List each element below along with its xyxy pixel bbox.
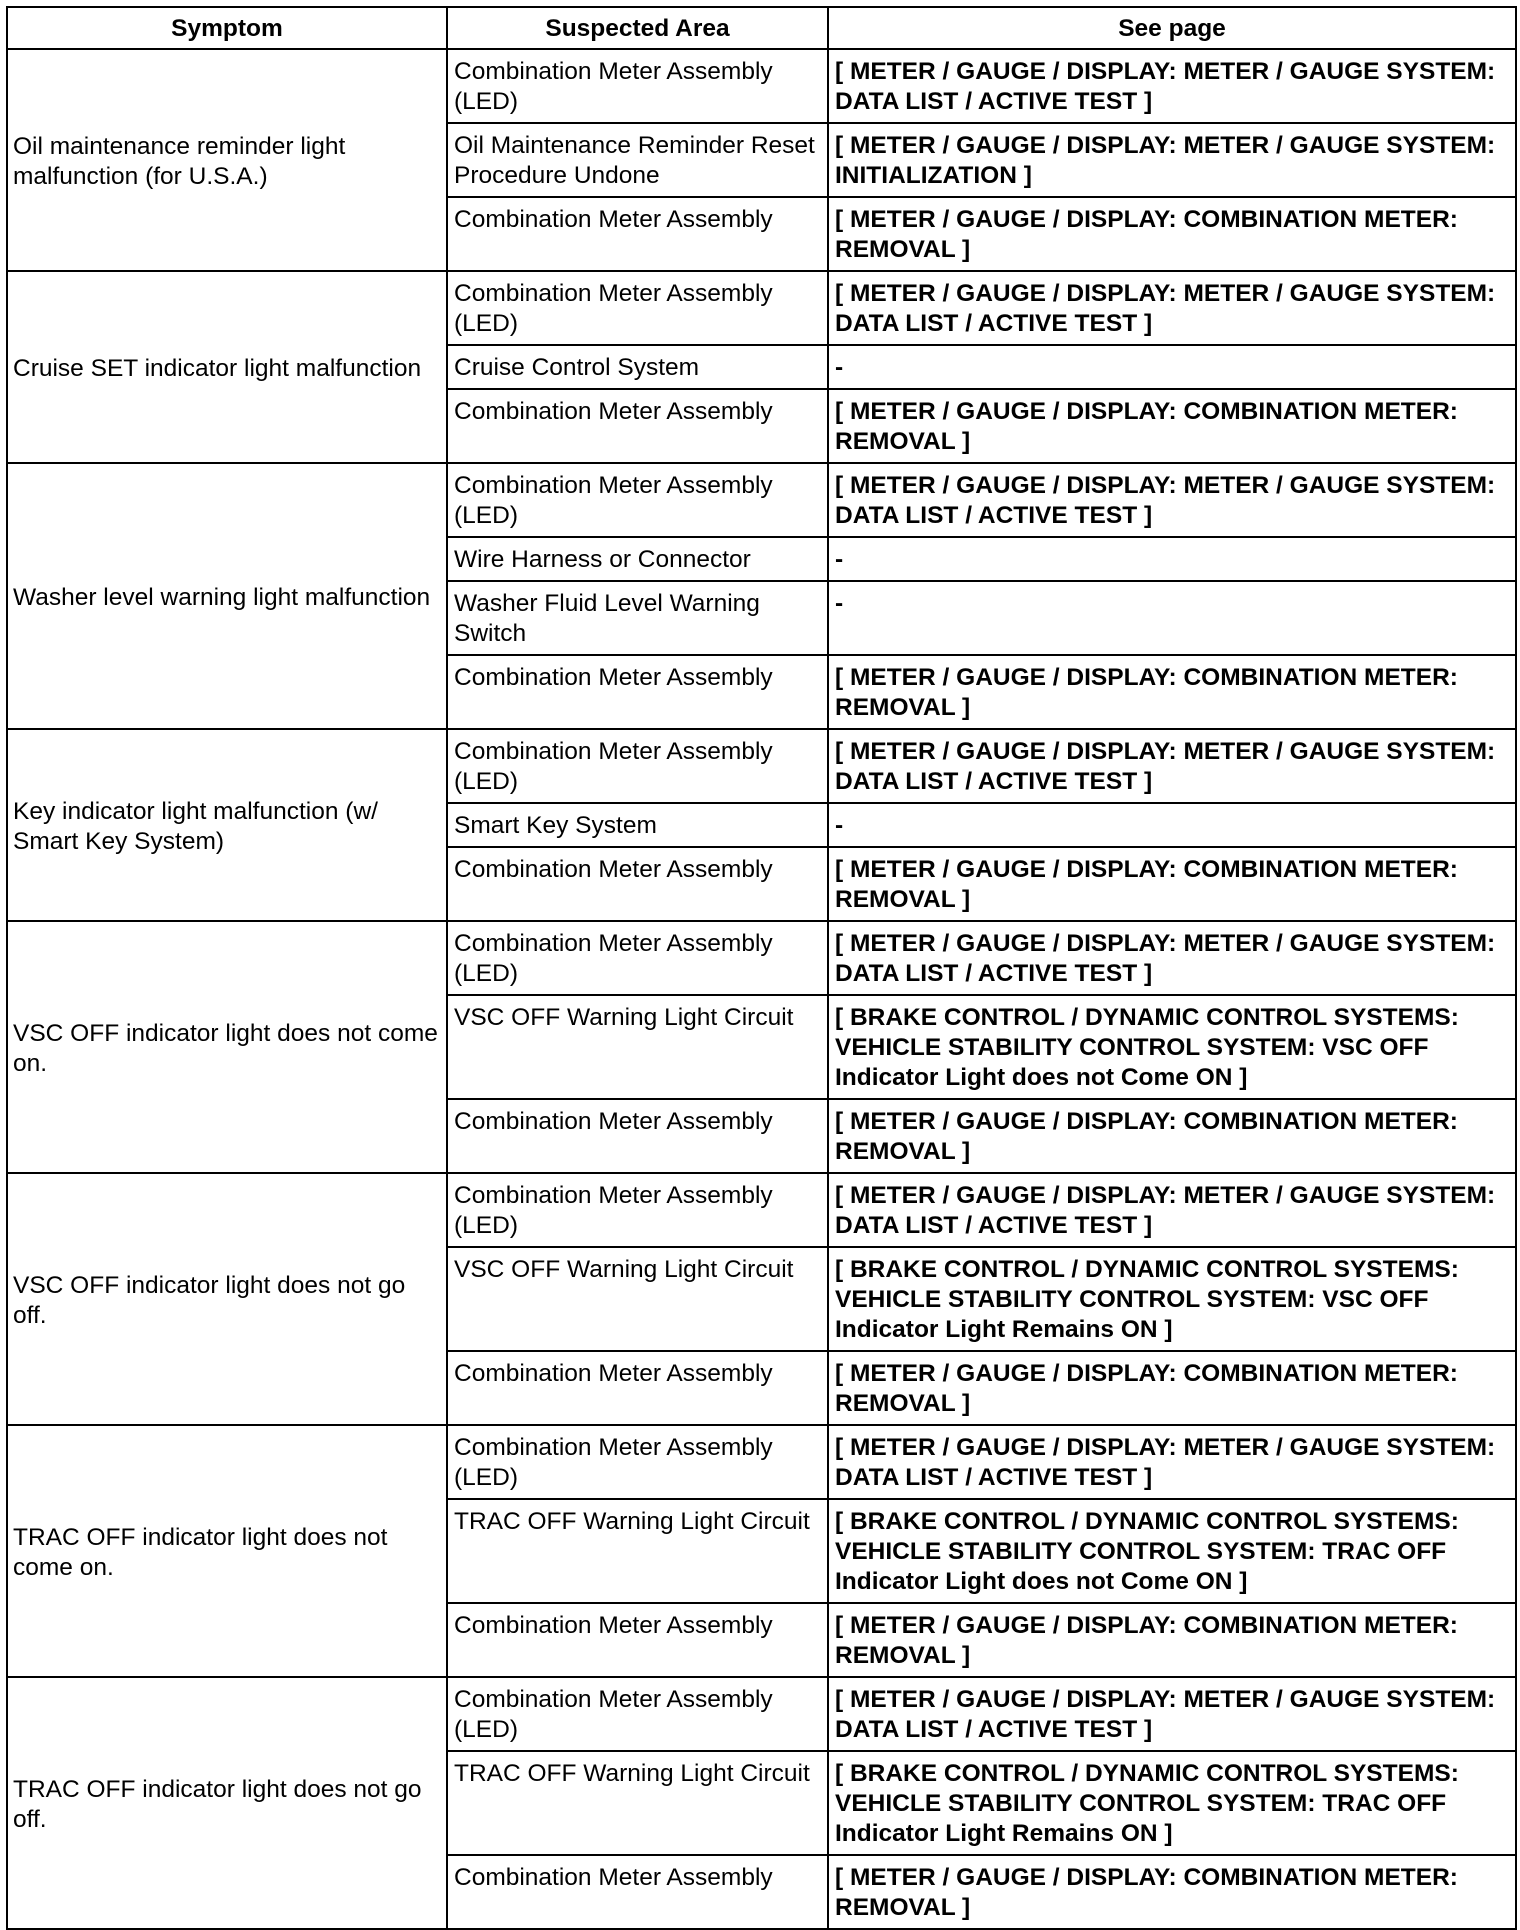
suspected-area-cell: TRAC OFF Warning Light Circuit (447, 1499, 828, 1603)
see-page-cell: [ METER / GAUGE / DISPLAY: COMBINATION METER: REMOVAL ] (828, 389, 1516, 463)
suspected-area-cell: Washer Fluid Level Warning Switch (447, 581, 828, 655)
suspected-area-cell: Wire Harness or Connector (447, 537, 828, 581)
symptom-cell: TRAC OFF indicator light does not come on. (7, 1425, 447, 1677)
see-page-cell: [ METER / GAUGE / DISPLAY: METER / GAUGE SYSTEM: DATA LIST / ACTIVE TEST ] (828, 1677, 1516, 1751)
header-row (7, 7, 1516, 49)
header-symptom: Symptom (7, 7, 447, 49)
see-page-cell: [ METER / GAUGE / DISPLAY: COMBINATION METER: REMOVAL ] (828, 1099, 1516, 1173)
see-page-cell: [ METER / GAUGE / DISPLAY: METER / GAUGE SYSTEM: DATA LIST / ACTIVE TEST ] (828, 271, 1516, 345)
table-row (7, 921, 1516, 995)
symptom-cell: VSC OFF indicator light does not come on. (7, 921, 447, 1173)
see-page-cell: [ METER / GAUGE / DISPLAY: METER / GAUGE SYSTEM: DATA LIST / ACTIVE TEST ] (828, 49, 1516, 123)
suspected-area-cell: Combination Meter Assembly (LED) (447, 1425, 828, 1499)
symptom-cell: VSC OFF indicator light does not go off. (7, 1173, 447, 1425)
suspected-area-cell: Combination Meter Assembly (LED) (447, 463, 828, 537)
suspected-area-cell: Combination Meter Assembly (447, 1855, 828, 1929)
suspected-area-cell: VSC OFF Warning Light Circuit (447, 995, 828, 1099)
suspected-area-cell: Combination Meter Assembly (LED) (447, 49, 828, 123)
suspected-area-cell: Combination Meter Assembly (447, 847, 828, 921)
table-row (7, 271, 1516, 345)
symptom-cell: Key indicator light malfunction (w/ Smart Key System) (7, 729, 447, 921)
suspected-area-cell: Combination Meter Assembly (LED) (447, 1677, 828, 1751)
see-page-cell: [ METER / GAUGE / DISPLAY: COMBINATION METER: REMOVAL ] (828, 655, 1516, 729)
see-page-cell: [ BRAKE CONTROL / DYNAMIC CONTROL SYSTEMS: VEHICLE STABILITY CONTROL SYSTEM: TRAC OFF Indicator Light Remains ON ] (828, 1751, 1516, 1855)
suspected-area-cell: Combination Meter Assembly (447, 1351, 828, 1425)
suspected-area-cell: VSC OFF Warning Light Circuit (447, 1247, 828, 1351)
suspected-area-cell: Combination Meter Assembly (LED) (447, 729, 828, 803)
suspected-area-cell: Combination Meter Assembly (LED) (447, 271, 828, 345)
suspected-area-cell: Combination Meter Assembly (447, 197, 828, 271)
table-row (7, 729, 1516, 803)
see-page-cell: [ METER / GAUGE / DISPLAY: METER / GAUGE SYSTEM: DATA LIST / ACTIVE TEST ] (828, 463, 1516, 537)
see-page-cell: [ METER / GAUGE / DISPLAY: METER / GAUGE SYSTEM: DATA LIST / ACTIVE TEST ] (828, 729, 1516, 803)
table-row (7, 1173, 1516, 1247)
suspected-area-cell: Combination Meter Assembly (LED) (447, 921, 828, 995)
symptom-cell: TRAC OFF indicator light does not go off. (7, 1677, 447, 1929)
suspected-area-cell: TRAC OFF Warning Light Circuit (447, 1751, 828, 1855)
see-page-cell: - (828, 537, 1516, 581)
suspected-area-cell: Cruise Control System (447, 345, 828, 389)
suspected-area-cell: Oil Maintenance Reminder Reset Procedure Undone (447, 123, 828, 197)
table-row (7, 1425, 1516, 1499)
see-page-cell: [ METER / GAUGE / DISPLAY: METER / GAUGE SYSTEM: DATA LIST / ACTIVE TEST ] (828, 1173, 1516, 1247)
see-page-cell: [ METER / GAUGE / DISPLAY: METER / GAUGE SYSTEM: DATA LIST / ACTIVE TEST ] (828, 921, 1516, 995)
suspected-area-cell: Combination Meter Assembly (447, 1603, 828, 1677)
table-row (7, 1677, 1516, 1751)
symptom-cell: Cruise SET indicator light malfunction (7, 271, 447, 463)
see-page-cell: [ METER / GAUGE / DISPLAY: COMBINATION METER: REMOVAL ] (828, 197, 1516, 271)
suspected-area-cell: Smart Key System (447, 803, 828, 847)
see-page-cell: - (828, 581, 1516, 655)
see-page-cell: [ METER / GAUGE / DISPLAY: METER / GAUGE SYSTEM: INITIALIZATION ] (828, 123, 1516, 197)
see-page-cell: [ METER / GAUGE / DISPLAY: COMBINATION METER: REMOVAL ] (828, 1603, 1516, 1677)
see-page-cell: [ BRAKE CONTROL / DYNAMIC CONTROL SYSTEMS: VEHICLE STABILITY CONTROL SYSTEM: TRAC OFF Indicator Light does not Come ON ] (828, 1499, 1516, 1603)
see-page-cell: [ BRAKE CONTROL / DYNAMIC CONTROL SYSTEMS: VEHICLE STABILITY CONTROL SYSTEM: VSC OFF Indicator Light does not Come ON ] (828, 995, 1516, 1099)
suspected-area-cell: Combination Meter Assembly (447, 389, 828, 463)
suspected-area-cell: Combination Meter Assembly (LED) (447, 1173, 828, 1247)
see-page-cell: - (828, 803, 1516, 847)
see-page-cell: [ METER / GAUGE / DISPLAY: COMBINATION METER: REMOVAL ] (828, 847, 1516, 921)
suspected-area-cell: Combination Meter Assembly (447, 655, 828, 729)
see-page-cell: [ METER / GAUGE / DISPLAY: COMBINATION METER: REMOVAL ] (828, 1351, 1516, 1425)
symptom-cell: Washer level warning light malfunction (7, 463, 447, 729)
table-row (7, 49, 1516, 123)
suspected-area-cell: Combination Meter Assembly (447, 1099, 828, 1173)
see-page-cell: - (828, 345, 1516, 389)
symptom-table (6, 6, 1517, 1930)
see-page-cell: [ METER / GAUGE / DISPLAY: COMBINATION METER: REMOVAL ] (828, 1855, 1516, 1929)
header-see-page: See page (828, 7, 1516, 49)
symptom-cell: Oil maintenance reminder light malfunction (for U.S.A.) (7, 49, 447, 271)
table-row (7, 463, 1516, 537)
see-page-cell: [ METER / GAUGE / DISPLAY: METER / GAUGE SYSTEM: DATA LIST / ACTIVE TEST ] (828, 1425, 1516, 1499)
header-suspected-area: Suspected Area (447, 7, 828, 49)
see-page-cell: [ BRAKE CONTROL / DYNAMIC CONTROL SYSTEMS: VEHICLE STABILITY CONTROL SYSTEM: VSC OFF Indicator Light Remains ON ] (828, 1247, 1516, 1351)
